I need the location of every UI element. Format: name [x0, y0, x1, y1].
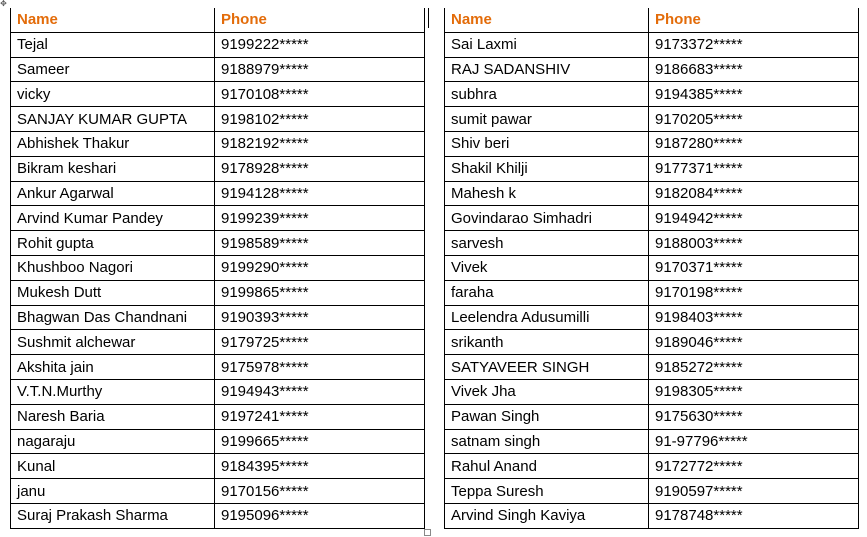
phone-cell[interactable]: 91-97796*****: [649, 429, 859, 454]
table-row: [445, 206, 859, 231]
table-row: [11, 156, 425, 181]
name-cell[interactable]: Ankur Agarwal: [11, 181, 215, 206]
table-body: [11, 32, 425, 528]
name-cell[interactable]: Teppa Suresh: [445, 479, 649, 504]
phone-cell[interactable]: 9195096*****: [215, 503, 425, 528]
table-row: [445, 131, 859, 156]
name-cell[interactable]: Vivek Jha: [445, 379, 649, 404]
header-row: [445, 8, 859, 32]
name-cell[interactable]: sarvesh: [445, 231, 649, 256]
name-cell[interactable]: Pawan Singh: [445, 404, 649, 429]
name-cell[interactable]: Arvind Singh Kaviya: [445, 503, 649, 528]
name-cell[interactable]: Naresh Baria: [11, 404, 215, 429]
table-row: [445, 156, 859, 181]
name-cell[interactable]: Arvind Kumar Pandey: [11, 206, 215, 231]
table-row: [11, 355, 425, 380]
phone-cell[interactable]: 9199239*****: [215, 206, 425, 231]
table-row: [445, 255, 859, 280]
phone-cell[interactable]: 9179725*****: [215, 330, 425, 355]
name-cell[interactable]: SANJAY KUMAR GUPTA: [11, 107, 215, 132]
table-row: [445, 379, 859, 404]
table-row: [11, 32, 425, 57]
table-row: [445, 82, 859, 107]
phone-cell[interactable]: 9182084*****: [649, 181, 859, 206]
phone-cell[interactable]: 9198305*****: [649, 379, 859, 404]
table-row: [11, 131, 425, 156]
phone-cell[interactable]: 9184395*****: [215, 454, 425, 479]
name-cell[interactable]: Govindarao Simhadri: [445, 206, 649, 231]
phone-cell[interactable]: 9190597*****: [649, 479, 859, 504]
table-row: [445, 479, 859, 504]
contacts-table-left: [10, 8, 425, 529]
name-column-header[interactable]: Name: [445, 8, 649, 32]
phone-cell[interactable]: 9190393*****: [215, 305, 425, 330]
table-move-handle-icon[interactable]: ✥: [0, 0, 7, 8]
name-cell[interactable]: Rahul Anand: [445, 454, 649, 479]
phone-cell[interactable]: 9199222*****: [215, 32, 425, 57]
phone-cell[interactable]: 9188003*****: [649, 231, 859, 256]
phone-cell[interactable]: 9199665*****: [215, 429, 425, 454]
table-row: [11, 206, 425, 231]
phone-cell[interactable]: 9178928*****: [215, 156, 425, 181]
phone-cell[interactable]: 9170198*****: [649, 280, 859, 305]
phone-cell[interactable]: 9170205*****: [649, 107, 859, 132]
table-row: [11, 255, 425, 280]
phone-cell[interactable]: 9188979*****: [215, 57, 425, 82]
phone-cell[interactable]: 9194942*****: [649, 206, 859, 231]
table-row: [11, 503, 425, 528]
phone-cell[interactable]: 9198403*****: [649, 305, 859, 330]
table-resize-handle-icon[interactable]: [424, 529, 431, 536]
name-cell[interactable]: Sameer: [11, 57, 215, 82]
table-row: [11, 454, 425, 479]
table-row: [445, 107, 859, 132]
phone-cell[interactable]: 9189046*****: [649, 330, 859, 355]
phone-cell[interactable]: 9194943*****: [215, 379, 425, 404]
table-row: [11, 231, 425, 256]
table-row: [11, 404, 425, 429]
name-cell[interactable]: Abhishek Thakur: [11, 131, 215, 156]
name-cell[interactable]: nagaraju: [11, 429, 215, 454]
phone-cell[interactable]: 9198102*****: [215, 107, 425, 132]
table-row: [445, 454, 859, 479]
name-cell[interactable]: srikanth: [445, 330, 649, 355]
name-cell[interactable]: Akshita jain: [11, 355, 215, 380]
name-cell[interactable]: SATYAVEER SINGH: [445, 355, 649, 380]
phone-column-header[interactable]: Phone: [649, 8, 859, 32]
name-cell[interactable]: Leelendra Adusumilli: [445, 305, 649, 330]
table-row: [445, 181, 859, 206]
name-cell[interactable]: sumit pawar: [445, 107, 649, 132]
table-row: [11, 82, 425, 107]
column-divider: [424, 8, 425, 28]
column-divider: [428, 8, 429, 28]
contacts-table-right: [444, 8, 859, 529]
phone-cell[interactable]: 9182192*****: [215, 131, 425, 156]
header-row: [11, 8, 425, 32]
name-cell[interactable]: Sai Laxmi: [445, 32, 649, 57]
phone-cell[interactable]: 9177371*****: [649, 156, 859, 181]
table-row: [445, 231, 859, 256]
name-cell[interactable]: Rohit gupta: [11, 231, 215, 256]
name-cell[interactable]: Kunal: [11, 454, 215, 479]
phone-cell[interactable]: 9199290*****: [215, 255, 425, 280]
name-cell[interactable]: subhra: [445, 82, 649, 107]
phone-cell[interactable]: 9170371*****: [649, 255, 859, 280]
table-row: [11, 479, 425, 504]
phone-cell[interactable]: 9170156*****: [215, 479, 425, 504]
table-row: [445, 330, 859, 355]
name-cell[interactable]: Shakil Khilji: [445, 156, 649, 181]
phone-cell[interactable]: 9173372*****: [649, 32, 859, 57]
phone-cell[interactable]: 9194128*****: [215, 181, 425, 206]
table-row: [445, 32, 859, 57]
name-cell[interactable]: RAJ SADANSHIV: [445, 57, 649, 82]
phone-cell[interactable]: 9186683*****: [649, 57, 859, 82]
name-cell[interactable]: Suraj Prakash Sharma: [11, 503, 215, 528]
table-row: [445, 429, 859, 454]
table-row: [11, 330, 425, 355]
table-row: [445, 503, 859, 528]
phone-column-header[interactable]: Phone: [215, 8, 425, 32]
phone-cell[interactable]: 9187280*****: [649, 131, 859, 156]
table-row: [11, 305, 425, 330]
phone-cell[interactable]: 9199865*****: [215, 280, 425, 305]
table-row: [445, 355, 859, 380]
name-cell[interactable]: Sushmit alchewar: [11, 330, 215, 355]
name-cell[interactable]: vicky: [11, 82, 215, 107]
name-cell[interactable]: V.T.N.Murthy: [11, 379, 215, 404]
phone-cell[interactable]: 9185272*****: [649, 355, 859, 380]
table-row: [11, 107, 425, 132]
name-cell[interactable]: Shiv beri: [445, 131, 649, 156]
phone-cell[interactable]: 9170108*****: [215, 82, 425, 107]
phone-cell[interactable]: 9175978*****: [215, 355, 425, 380]
name-cell[interactable]: faraha: [445, 280, 649, 305]
phone-cell[interactable]: 9197241*****: [215, 404, 425, 429]
name-cell[interactable]: satnam singh: [445, 429, 649, 454]
phone-cell[interactable]: 9172772*****: [649, 454, 859, 479]
table-body: [445, 32, 859, 528]
table-row: [11, 379, 425, 404]
table-row: [11, 280, 425, 305]
table-row: [11, 429, 425, 454]
name-cell[interactable]: Bikram keshari: [11, 156, 215, 181]
phone-cell[interactable]: 9178748*****: [649, 503, 859, 528]
name-cell[interactable]: Bhagwan Das Chandnani: [11, 305, 215, 330]
name-cell[interactable]: Mahesh k: [445, 181, 649, 206]
phone-cell[interactable]: 9175630*****: [649, 404, 859, 429]
name-cell[interactable]: janu: [11, 479, 215, 504]
table-row: [445, 280, 859, 305]
phone-cell[interactable]: 9194385*****: [649, 82, 859, 107]
name-cell[interactable]: Tejal: [11, 32, 215, 57]
name-column-header[interactable]: Name: [11, 8, 215, 32]
table-row: [11, 57, 425, 82]
table-row: [445, 404, 859, 429]
table-row: [445, 57, 859, 82]
name-cell[interactable]: Khushboo Nagori: [11, 255, 215, 280]
table-row: [445, 305, 859, 330]
name-cell[interactable]: Mukesh Dutt: [11, 280, 215, 305]
table-row: [11, 181, 425, 206]
name-cell[interactable]: Vivek: [445, 255, 649, 280]
phone-cell[interactable]: 9198589*****: [215, 231, 425, 256]
